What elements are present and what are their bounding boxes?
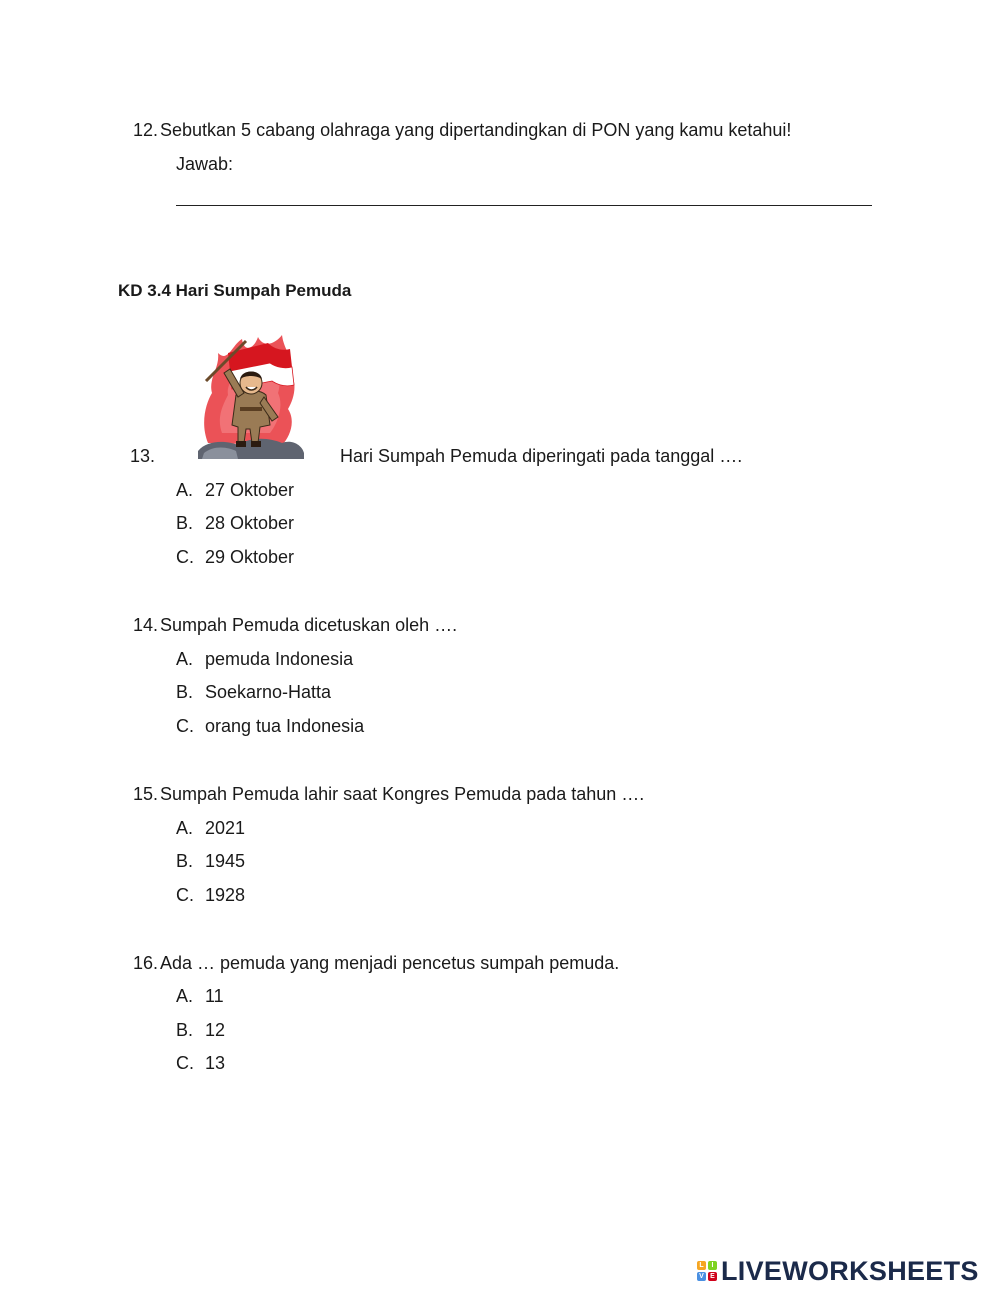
q14-number: 14. xyxy=(132,615,158,635)
q16-option-a[interactable]: 11 xyxy=(205,986,224,1006)
flag-bearer-icon xyxy=(198,333,304,459)
q13-option-a[interactable]: 27 Oktober xyxy=(205,480,295,500)
logo-text: LIVEWORKSHEETS xyxy=(721,1255,979,1286)
q14-option-c[interactable]: orang tua Indonesia xyxy=(205,716,365,736)
q13-option-b-letter: B. xyxy=(176,513,194,533)
q15-text: Sumpah Pemuda lahir saat Kongres Pemuda pada tahun …. xyxy=(160,784,645,804)
flag-bearer-illustration xyxy=(198,333,304,459)
q12-answer-line[interactable] xyxy=(176,205,872,206)
q12-text: Sebutkan 5 cabang olahraga yang dipertandingkan di PON yang kamu ketahui! xyxy=(160,120,792,140)
logo-mark-letter: V xyxy=(697,1272,706,1281)
logo-mark-letter: L xyxy=(697,1261,706,1270)
logo-mark-icon xyxy=(697,1261,717,1281)
q13-number: 13. xyxy=(130,446,156,466)
q15-option-a[interactable]: 2021 xyxy=(205,818,246,838)
section-heading: KD 3.4 Hari Sumpah Pemuda xyxy=(118,281,352,300)
q13-option-a-letter: A. xyxy=(176,480,194,500)
q16-option-b-letter: B. xyxy=(176,1020,194,1040)
q14-option-a[interactable]: pemuda Indonesia xyxy=(205,649,354,669)
q15-option-a-letter: A. xyxy=(176,818,194,838)
q15-option-c[interactable]: 1928 xyxy=(205,885,246,905)
q14-option-c-letter: C. xyxy=(176,716,194,736)
q15-option-b[interactable]: 1945 xyxy=(205,851,246,871)
q14-text: Sumpah Pemuda dicetuskan oleh …. xyxy=(160,615,458,635)
q13-option-c-letter: C. xyxy=(176,547,194,567)
logo-mark-letter: I xyxy=(708,1261,717,1270)
q16-option-c-letter: C. xyxy=(176,1053,194,1073)
q14-option-b[interactable]: Soekarno-Hatta xyxy=(205,682,332,702)
q14-option-b-letter: B. xyxy=(176,682,194,702)
q12-number: 12. xyxy=(132,120,158,140)
q16-option-a-letter: A. xyxy=(176,986,194,1006)
q15-option-c-letter: C. xyxy=(176,885,194,905)
q16-option-c[interactable]: 13 xyxy=(205,1053,226,1073)
q15-option-b-letter: B. xyxy=(176,851,194,871)
q16-text: Ada … pemuda yang menjadi pencetus sumpah pemuda. xyxy=(160,953,620,973)
q13-option-b[interactable]: 28 Oktober xyxy=(205,513,295,533)
q16-option-b[interactable]: 12 xyxy=(205,1020,226,1040)
q12-answer-label: Jawab: xyxy=(176,154,234,174)
q13-option-c[interactable]: 29 Oktober xyxy=(205,547,295,567)
q15-number: 15. xyxy=(132,784,158,804)
q13-text: Hari Sumpah Pemuda diperingati pada tanggal …. xyxy=(340,446,743,466)
q16-number: 16. xyxy=(132,953,158,973)
q14-option-a-letter: A. xyxy=(176,649,194,669)
liveworksheets-logo[interactable] xyxy=(697,1256,979,1286)
logo-mark-letter: E xyxy=(708,1272,717,1281)
